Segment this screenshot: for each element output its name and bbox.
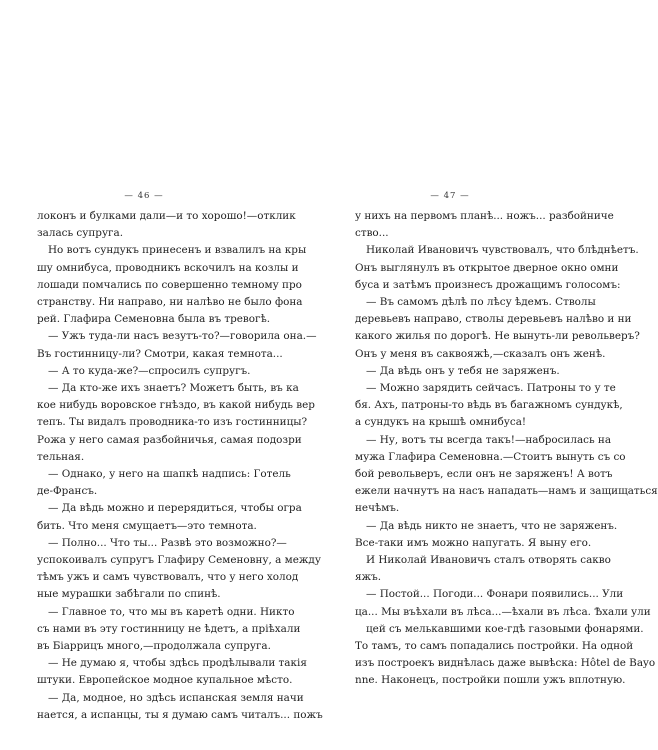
text-line: штуки. Европейское модное купальное мѣсто. xyxy=(37,674,293,687)
text-line: ежели начнутъ на насъ нападать—намъ и защищаться xyxy=(355,485,658,498)
text-line: тельная. xyxy=(37,450,85,463)
text-line: цей съ мелькавшими кое-гдѣ газовыми фонарями. xyxy=(366,622,644,635)
text-line: локонъ и булками дали—и то хорошо!—отклик xyxy=(37,210,296,222)
text-line: — Ну, вотъ ты всегда такъ!—набросилась на xyxy=(366,433,612,446)
text-line: шу омнибуса, проводникъ вскочилъ на козлы и xyxy=(37,261,299,274)
text-line: И Николай Ивановичъ сталъ отворять сакво xyxy=(366,554,611,567)
text-line: ца... Мы въѣхали въ лѣса...—ѣхали въ лѣса. Ѣхали ули xyxy=(355,605,651,618)
text-line: въ Біаррицъ много,—продолжала супруга. xyxy=(37,640,271,653)
text-line: какого жилья по дорогѣ. Не вынуть-ли револьверъ? xyxy=(355,330,640,343)
right-page xyxy=(300,0,658,750)
text-line: изъ построекъ виднѣлась даже вывѣска: Hôtel de Bayo xyxy=(355,657,656,670)
text-line: — Однако, у него на шапкѣ надпись: Готель xyxy=(48,468,291,481)
text-line: успокоивалъ супругъ Глафиру Семеновну, а между xyxy=(37,554,321,567)
text-line: — Да кто-же ихъ знаетъ? Можетъ быть, въ ка xyxy=(48,382,299,395)
text-line: странству. Ни направо, ни налѣво не было фона xyxy=(37,296,303,309)
text-line: деревьевъ направо, стволы деревьевъ налѣво и ни xyxy=(355,313,632,326)
text-line: нается, а испанцы, ты я думаю самъ читалъ... пожъ xyxy=(37,708,323,721)
text-line: nne. Наконецъ, постройки пошли ужъ вплотную. xyxy=(355,674,626,687)
page-body xyxy=(355,208,658,690)
text-line: Онъ выглянулъ въ открытое дверное окно омни xyxy=(355,261,619,274)
left-page xyxy=(0,0,323,750)
text-line: — Да вѣдь можно и перерядиться, чтобы огра xyxy=(48,502,302,515)
text-line: тѣмъ ужъ и самъ чувствовалъ, что у него холод xyxy=(37,571,299,584)
text-line: — Да, модное, но здѣсь испанская земля начи xyxy=(48,691,304,704)
text-line: бой револьверъ, если онъ не заряженъ! А вотъ xyxy=(355,468,613,481)
text-line: де-Франсъ. xyxy=(37,485,98,498)
text-line: бя. Ахъ, патроны-то вѣдь въ багажномъ сундукѣ, xyxy=(355,399,623,412)
text-line: лошади помчались по совершенно темному про xyxy=(37,278,302,291)
text-line: — Полно... Что ты... Развѣ это возможно?— xyxy=(48,536,287,549)
text-line: Онъ у меня въ саквояжѣ,—сказалъ онъ женѣ. xyxy=(355,347,606,360)
page-number: — 47 — xyxy=(430,191,470,201)
text-line: рей. Глафира Семеновна была въ тревогѣ. xyxy=(37,313,271,326)
text-line: Въ гостинницу-ли? Смотри, какая темнота... xyxy=(37,347,283,360)
text-line: кое нибудь воровское гнѣздо, въ какой нибудь вер xyxy=(37,399,315,412)
text-line: буса и затѣмъ произнесъ дрожащимъ голосомъ: xyxy=(355,278,621,291)
text-line: Но вотъ сундукъ принесенъ и взвалилъ на кры xyxy=(48,244,307,257)
text-line: Все-таки имъ можно напугать. Я выну его. xyxy=(355,536,592,549)
text-line: — Ужъ туда-ли насъ везутъ-то?—говорила она.— xyxy=(48,330,317,343)
text-line: а сундукъ на крышѣ омнибуса! xyxy=(355,416,527,429)
text-line: яжъ. xyxy=(355,571,382,584)
page-body xyxy=(37,208,323,724)
text-line: То тамъ, то самъ попадались постройки. На одной xyxy=(355,640,634,653)
text-line: — Постой... Погоди... Фонари появились... Ули xyxy=(366,588,624,601)
text-line: Николай Ивановичъ чувствовалъ, что блѣднѣетъ. xyxy=(366,244,639,257)
text-line: ные мурашки забѣгали по спинѣ. xyxy=(37,588,221,601)
text-line: нечѣмъ. xyxy=(355,502,400,515)
text-line: — Да вѣдь онъ у тебя не заряженъ. xyxy=(366,364,560,377)
text-line: — Можно зарядить сейчасъ. Патроны то у те xyxy=(366,382,616,395)
text-line: ство... xyxy=(355,227,389,240)
text-line: — Въ самомъ дѣлѣ по лѣсу ѣдемъ. Стволы xyxy=(366,296,596,309)
text-line: съ нами въ эту гостинницу не ѣдетъ, а пріѣхали xyxy=(37,622,301,635)
text-line: мужа Глафира Семеновна.—Стоитъ вынуть съ со xyxy=(355,450,626,463)
text-line: — Да вѣдь никто не знаетъ, что не заряженъ. xyxy=(366,519,618,532)
text-line: тепъ. Ты видалъ проводника-то изъ гостинницы? xyxy=(37,416,308,429)
text-line: Рожа у него самая разбойничья, самая подозри xyxy=(37,433,302,446)
text-line: — Не думаю я, чтобы здѣсь продѣлывали такія xyxy=(48,657,307,670)
text-line: бить. Что меня смущаетъ—это темнота. xyxy=(37,519,257,532)
text-line: залась супруга. xyxy=(37,227,124,240)
page-number: — 46 — xyxy=(124,191,164,201)
text-line: — Главное то, что мы въ каретѣ одни. Никто xyxy=(48,605,295,618)
text-line: у нихъ на первомъ планѣ... ножъ... разбойниче xyxy=(355,210,614,222)
text-line: — А то куда-же?—спросилъ супругъ. xyxy=(48,364,251,377)
